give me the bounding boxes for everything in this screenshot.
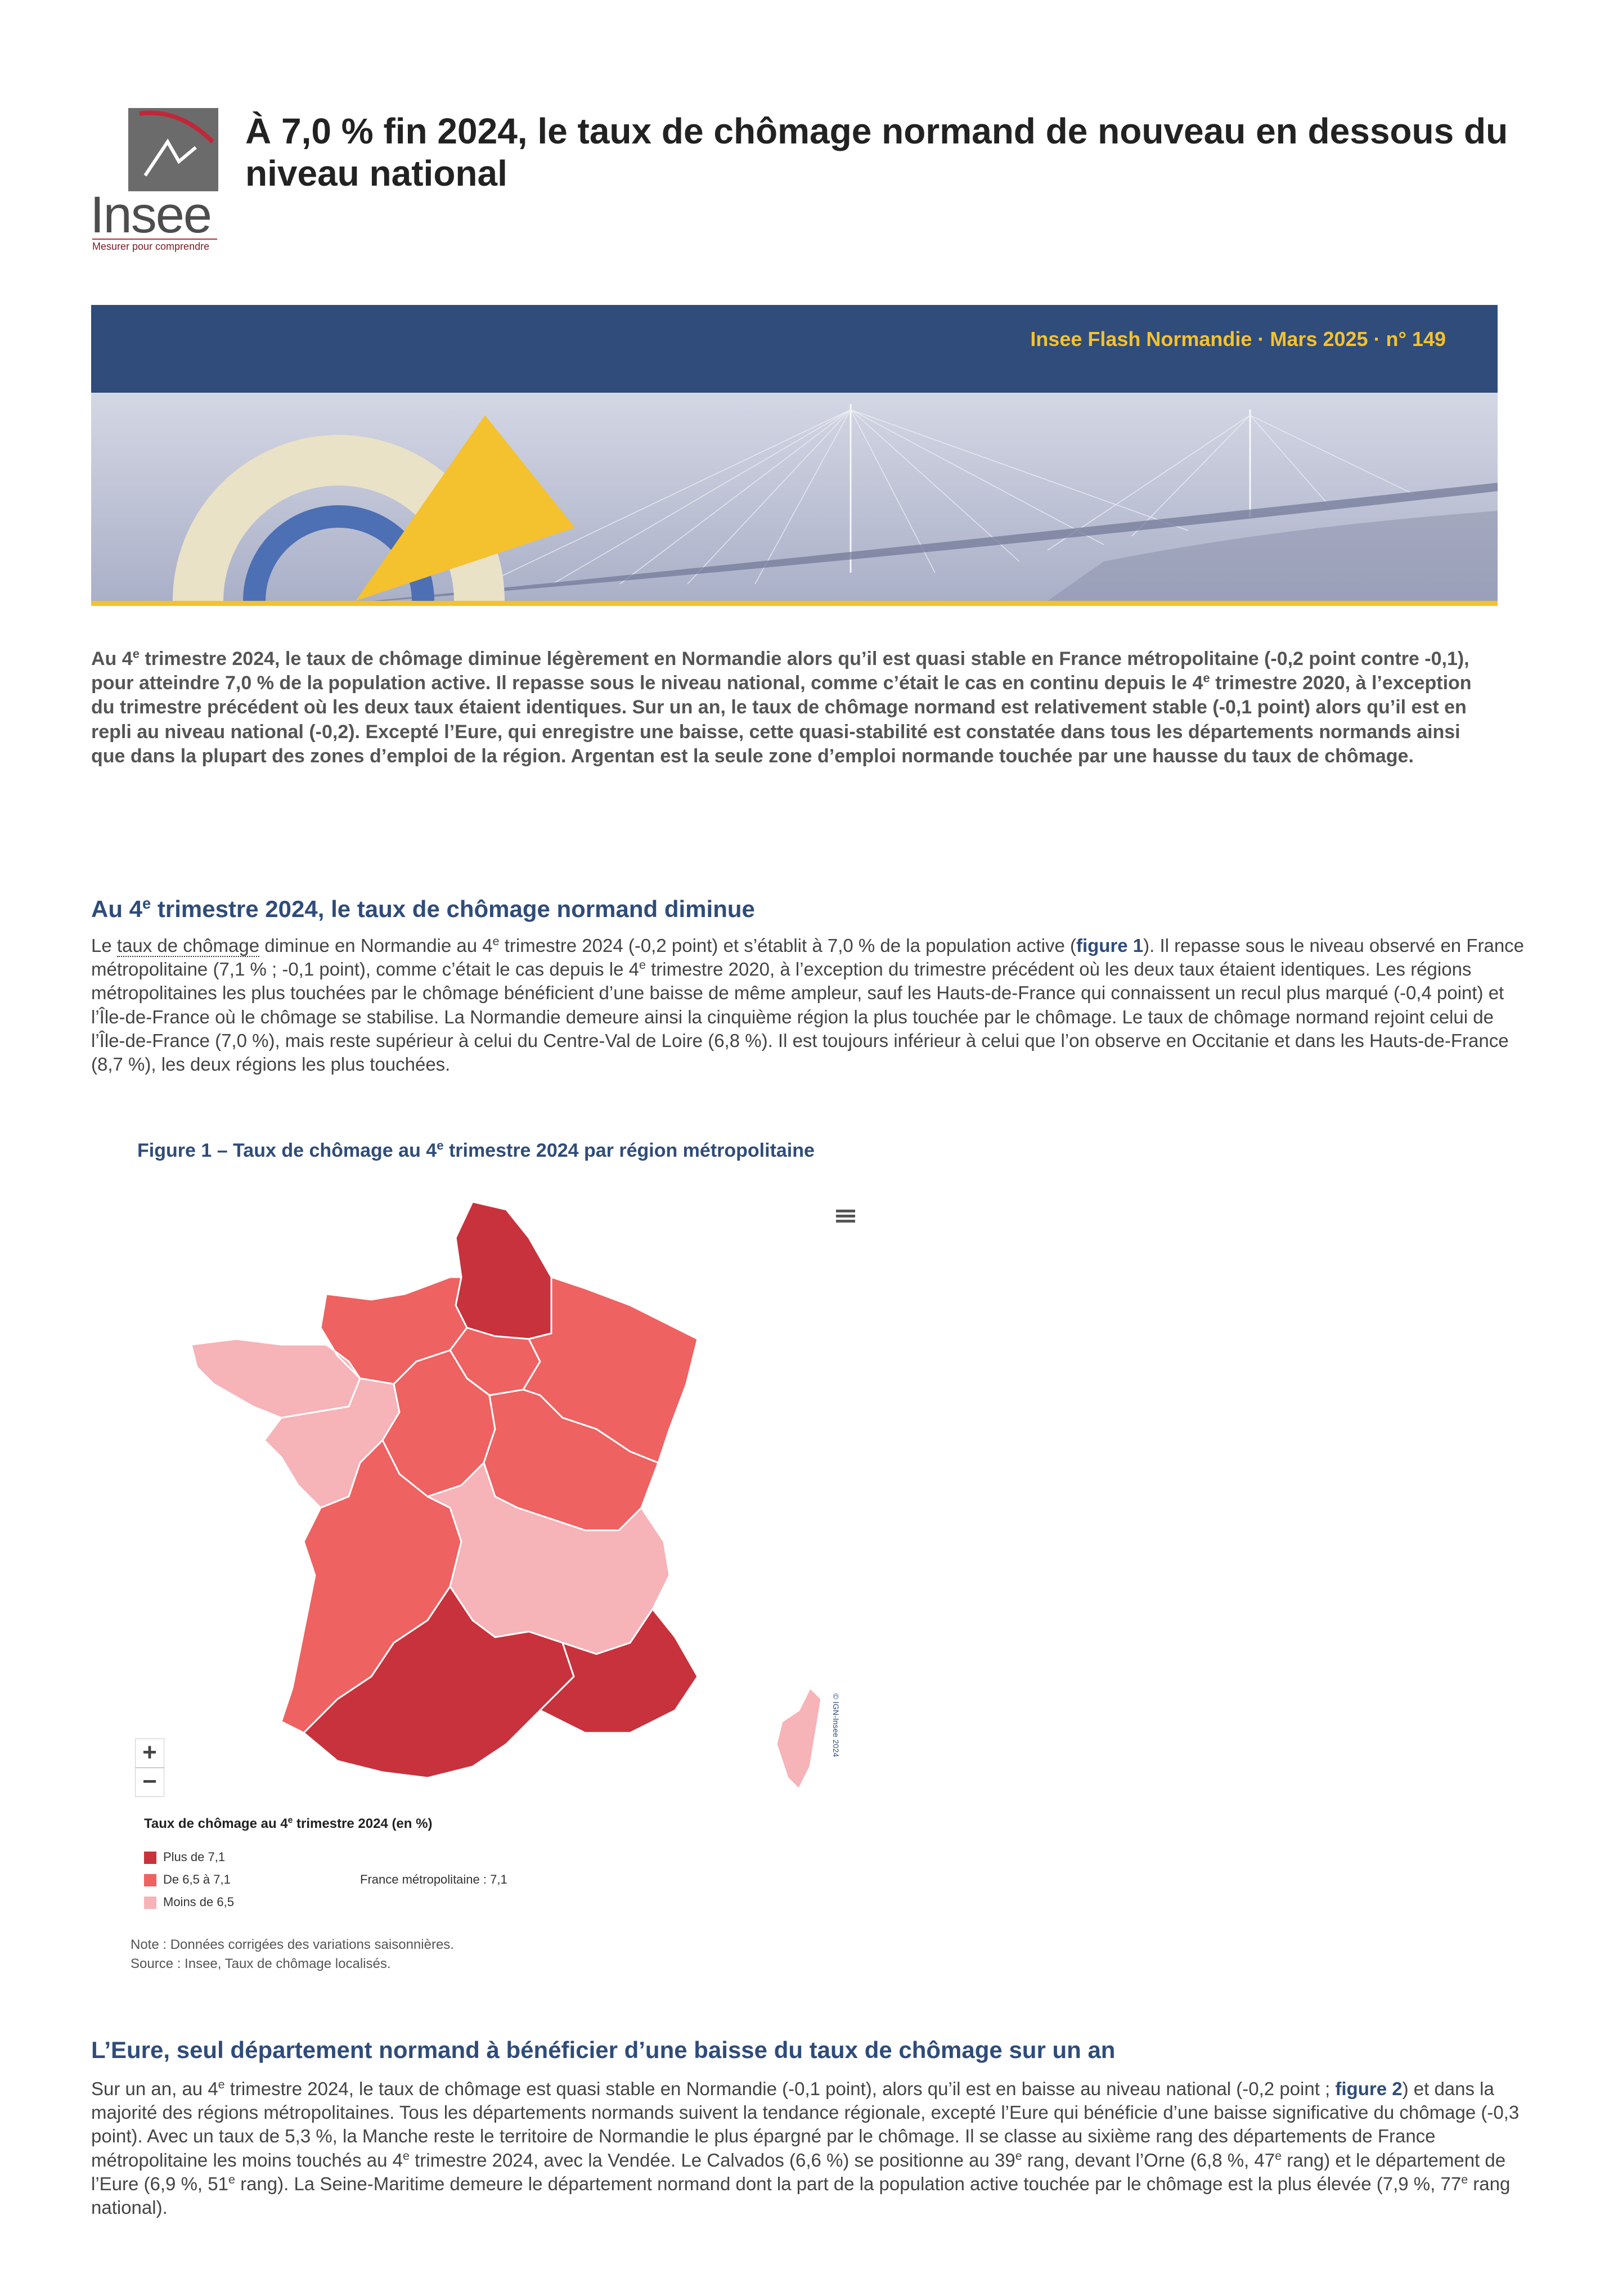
legend-item: Plus de 7,1 [144,1850,225,1864]
region-hauts-de-france [456,1202,551,1339]
banner-accent-line [91,601,1498,606]
insee-logo [90,108,219,254]
legend-title: Taux de chômage au 4e trimestre 2024 (en %) [144,1816,433,1831]
region-corse [776,1688,821,1789]
header-photo [91,393,1498,601]
legend-item: Moins de 6,5 [144,1895,234,1909]
page-title: À 7,0 % fin 2024, le taux de chômage normand de nouveau en dessous du niveau national [245,111,1508,194]
logo-tagline: Mesurer pour comprendre [92,239,217,253]
publication-banner [91,305,1498,393]
section-paragraph-1: Le taux de chômage diminue en Normandie au 4e trimestre 2024 (-0,2 point) et s’établit à 7,0 % de la population active (figure 1). Il repasse sous le niveau observé en France métropolitaine (7,1 % ; -0,1 point), comme c’était le cas depuis le 4e trimestre 2020, à l’exception du trimestre précédent où les deux taux étaient identiques. Les régions métropolitaines les plus touchées par le chômage bénéficient d’une baisse de même ampleur, sauf les Hauts-de-France qui connaissent un recul plus marqué (-0,4 point) et l’Île-de-France où le chômage se stabilise. La Normandie demeure ainsi la cinquième région la plus touchée par le chômage. Le taux de chômage normand rejoint celui de l’Île-de-France (7,0 %), mais reste supérieur à celui du Centre-Val de Loire (6,8 %). Il est toujours inférieur à celui que l’on observe en Occitanie et dans les Hauts-de-France (8,7 %), les deux régions les plus touchées. [91,934,1525,1075]
zoom-out-button[interactable]: − [135,1768,164,1797]
legend-swatch [144,1874,156,1886]
legend-swatch [144,1897,156,1909]
source-text: Source : Insee, Taux de chômage localisés. [131,1956,391,1971]
france-regions-map[interactable] [135,1193,878,1840]
section-heading-1: Au 4e trimestre 2024, le taux de chômage normand diminue [91,895,755,922]
legend-france-value: France métropolitaine : 7,1 [360,1872,507,1886]
legend-item: De 6,5 à 7,1 [144,1872,231,1887]
glossary-link-taux-de-chomage[interactable]: taux de chômage [116,935,260,956]
legend-swatch [144,1852,156,1864]
lead-paragraph: Au 4e trimestre 2024, le taux de chômage diminue légèrement en Normandie alors qu’il est quasi stable en France métropolitaine (-0,2 point contre -0,1), pour atteindre 7,0 % de la population active. Il repasse sous le niveau national, comme c’était le cas en continu depuis le 4e trimestre 2020, à l’exception du trimestre précédent où les deux taux étaient identiques. Sur un an, le taux de chômage normand est relativement stable (-0,1 point) alors qu’il est en repli au niveau national (-0,2). Excepté l’Eure, qui enregistre une baisse, cette quasi-stabilité est constatée dans tous les départements normands ainsi que dans la plupart des zones d’emploi de la région. Argentan est la seule zone d’emploi normande touchée par une hausse du taux de chômage. [91,646,1472,767]
section-heading-2: L’Eure, seul département normand à bénéficier d’une baisse du taux de chômage sur un an [91,2037,1116,2063]
hamburger-menu-icon[interactable] [836,1208,855,1224]
figure-2-link[interactable]: figure 2 [1335,2078,1403,2099]
publication-reference: Insee Flash Normandie · Mars 2025 · n° 149 [1030,327,1446,351]
section-paragraph-2: Sur un an, au 4e trimestre 2024, le taux de chômage est quasi stable en Normandie (-0,1 point), alors qu’il est en baisse au niveau national (-0,2 point ; figure 2) et dans la majorité des régions métropolitaines. Tous les départements normands suivent la tendance régionale, excepté l’Eure qui bénéficie d’une baisse significative du chômage (-0,3 point). Avec un taux de 5,3 %, la Manche reste le territoire de Normandie le plus épargné par le chômage. Il se classe au sixième rang des départements de France métropolitaine les moins touchés au 4e trimestre 2024, avec la Vendée. Le Calvados (6,6 %) se positionne au 39e rang, devant l’Orne (6,8 %, 47e rang) et le département de l’Eure (6,9 %, 51e rang). La Seine-Maritime demeure le département normand dont la part de la population active touchée par le chômage est la plus élevée (7,9 %, 77e rang national). [91,2078,1520,2218]
zoom-in-button[interactable]: + [135,1738,164,1768]
map-copyright: © IGN-Insee 2024 [832,1693,841,1758]
logo-word: Insee [90,186,212,244]
figure-1-link[interactable]: figure 1 [1076,935,1144,956]
figure-note [131,1935,454,1973]
insee-logo-mark [128,108,218,191]
note-text: Note : Données corrigées des variations saisonnières. [131,1937,454,1952]
figure-1-title: Figure 1 – Taux de chômage au 4e trimestre 2024 par région métropolitaine [137,1138,815,1161]
